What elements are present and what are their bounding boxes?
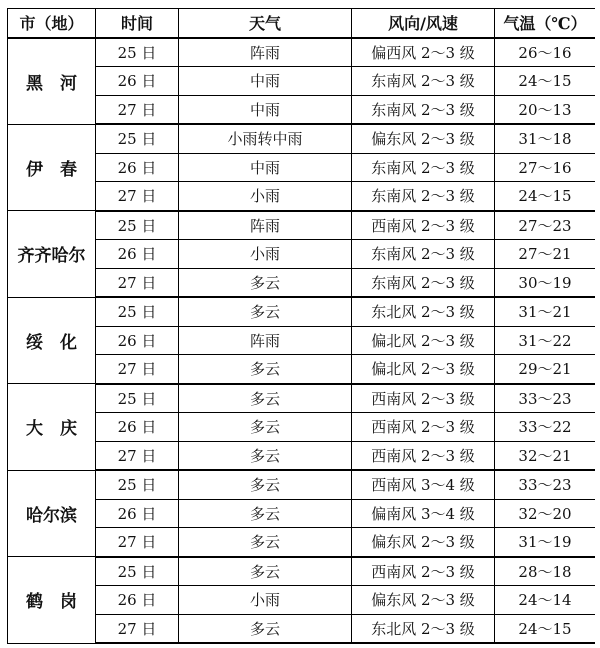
temperature-cell: 24～15	[495, 182, 596, 211]
temperature-cell: 33～23	[495, 384, 596, 413]
wind-cell: 偏北风 2～3 级	[352, 355, 495, 384]
weather-cell: 小雨转中雨	[179, 124, 352, 153]
weather-cell: 多云	[179, 441, 352, 470]
weather-cell: 阵雨	[179, 211, 352, 240]
wind-cell: 西南风 2～3 级	[352, 211, 495, 240]
wind-cell: 西南风 2～3 级	[352, 384, 495, 413]
temperature-cell: 29～21	[495, 355, 596, 384]
wind-cell: 西南风 3～4 级	[352, 470, 495, 499]
table-row	[8, 614, 596, 643]
date-cell: 25 日	[96, 384, 179, 413]
weather-cell: 多云	[179, 614, 352, 643]
temperature-cell: 31～21	[495, 297, 596, 326]
table-row	[8, 413, 596, 442]
wind-cell: 东南风 2～3 级	[352, 182, 495, 211]
temperature-cell: 26～16	[495, 38, 596, 67]
wind-cell: 东南风 2～3 级	[352, 240, 495, 269]
weather-cell: 中雨	[179, 67, 352, 96]
weather-cell: 多云	[179, 470, 352, 499]
table-body	[8, 38, 596, 644]
weather-cell: 多云	[179, 413, 352, 442]
table-row	[8, 182, 596, 211]
table-row	[8, 124, 596, 153]
wind-cell: 东南风 2～3 级	[352, 268, 495, 297]
header-wind: 风向/风速	[352, 9, 495, 38]
date-cell: 26 日	[96, 153, 179, 182]
table-row	[8, 240, 596, 269]
date-cell: 26 日	[96, 413, 179, 442]
temperature-cell: 32～20	[495, 499, 596, 528]
date-cell: 25 日	[96, 297, 179, 326]
weather-cell: 多云	[179, 268, 352, 297]
city-cell: 鹤 岗	[8, 557, 96, 644]
table-row	[8, 528, 596, 557]
date-cell: 27 日	[96, 614, 179, 643]
weather-cell: 阵雨	[179, 38, 352, 67]
temperature-cell: 30～19	[495, 268, 596, 297]
temperature-cell: 24～14	[495, 586, 596, 615]
date-cell: 27 日	[96, 182, 179, 211]
table-row	[8, 38, 596, 67]
wind-cell: 东北风 2～3 级	[352, 614, 495, 643]
date-cell: 25 日	[96, 470, 179, 499]
weather-cell: 中雨	[179, 95, 352, 124]
weather-cell: 多云	[179, 557, 352, 586]
table-row	[8, 499, 596, 528]
temperature-cell: 32～21	[495, 441, 596, 470]
temperature-cell: 27～21	[495, 240, 596, 269]
header-city: 市（地）	[8, 9, 96, 38]
table-row	[8, 67, 596, 96]
weather-cell: 多云	[179, 384, 352, 413]
temperature-cell: 24～15	[495, 614, 596, 643]
table-row	[8, 268, 596, 297]
table-row	[8, 95, 596, 124]
weather-cell: 小雨	[179, 182, 352, 211]
weather-cell: 多云	[179, 297, 352, 326]
table-row	[8, 586, 596, 615]
table-row	[8, 470, 596, 499]
temperature-cell: 31～18	[495, 124, 596, 153]
weather-table-container	[7, 8, 595, 648]
header-date: 时间	[96, 9, 179, 38]
wind-cell: 东南风 2～3 级	[352, 95, 495, 124]
wind-cell: 东北风 2～3 级	[352, 297, 495, 326]
weather-cell: 阵雨	[179, 326, 352, 355]
table-row	[8, 355, 596, 384]
weather-cell: 中雨	[179, 153, 352, 182]
wind-cell: 偏南风 3～4 级	[352, 499, 495, 528]
wind-cell: 东南风 2～3 级	[352, 67, 495, 96]
city-cell: 伊 春	[8, 124, 96, 211]
temperature-cell: 33～23	[495, 470, 596, 499]
wind-cell: 西南风 2～3 级	[352, 441, 495, 470]
table-row	[8, 441, 596, 470]
city-cell: 黑 河	[8, 38, 96, 125]
temperature-cell: 20～13	[495, 95, 596, 124]
date-cell: 25 日	[96, 211, 179, 240]
date-cell: 26 日	[96, 240, 179, 269]
table-row	[8, 211, 596, 240]
date-cell: 26 日	[96, 586, 179, 615]
date-cell: 27 日	[96, 528, 179, 557]
table-row	[8, 297, 596, 326]
wind-cell: 偏东风 2～3 级	[352, 528, 495, 557]
table-row	[8, 153, 596, 182]
date-cell: 27 日	[96, 355, 179, 384]
wind-cell: 西南风 2～3 级	[352, 413, 495, 442]
date-cell: 26 日	[96, 499, 179, 528]
date-cell: 27 日	[96, 95, 179, 124]
temperature-cell: 27～23	[495, 211, 596, 240]
weather-cell: 多云	[179, 355, 352, 384]
wind-cell: 偏北风 2～3 级	[352, 326, 495, 355]
temperature-cell: 28～18	[495, 557, 596, 586]
header-temperature: 气温（℃）	[495, 9, 596, 38]
date-cell: 25 日	[96, 124, 179, 153]
wind-cell: 东南风 2～3 级	[352, 153, 495, 182]
table-row	[8, 384, 596, 413]
date-cell: 25 日	[96, 557, 179, 586]
date-cell: 27 日	[96, 268, 179, 297]
wind-cell: 偏东风 2～3 级	[352, 124, 495, 153]
wind-cell: 偏东风 2～3 级	[352, 586, 495, 615]
weather-cell: 多云	[179, 499, 352, 528]
city-cell: 齐齐哈尔	[8, 211, 96, 298]
date-cell: 26 日	[96, 67, 179, 96]
header-row	[8, 9, 596, 38]
weather-cell: 小雨	[179, 586, 352, 615]
city-cell: 大 庆	[8, 384, 96, 471]
city-cell: 绥 化	[8, 297, 96, 384]
wind-cell: 偏西风 2～3 级	[352, 38, 495, 67]
temperature-cell: 24～15	[495, 67, 596, 96]
weather-cell: 多云	[179, 528, 352, 557]
date-cell: 25 日	[96, 38, 179, 67]
header-weather: 天气	[179, 9, 352, 38]
weather-cell: 小雨	[179, 240, 352, 269]
temperature-cell: 31～22	[495, 326, 596, 355]
date-cell: 27 日	[96, 441, 179, 470]
wind-cell: 西南风 2～3 级	[352, 557, 495, 586]
city-cell: 哈尔滨	[8, 470, 96, 557]
temperature-cell: 31～19	[495, 528, 596, 557]
temperature-cell: 33～22	[495, 413, 596, 442]
temperature-cell: 27～16	[495, 153, 596, 182]
table-row	[8, 557, 596, 586]
table-row	[8, 326, 596, 355]
date-cell: 26 日	[96, 326, 179, 355]
weather-forecast-table	[7, 8, 595, 644]
